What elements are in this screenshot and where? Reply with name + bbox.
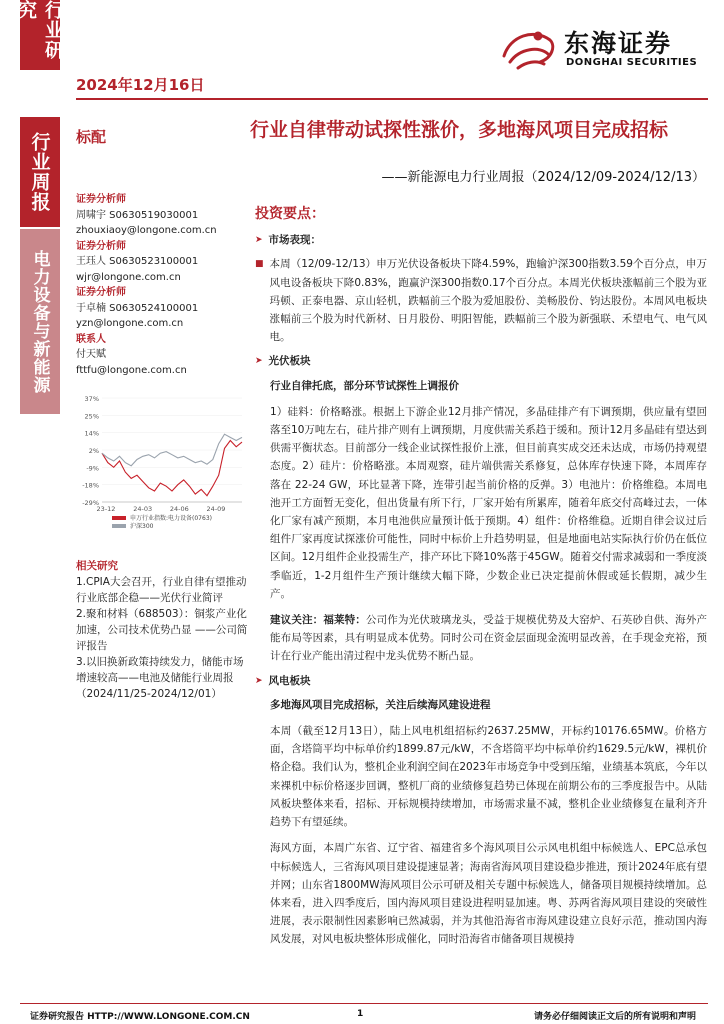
- sidebar-tab-industry-research: 行业研究: [20, 0, 60, 70]
- pv-subheading: 行业自律托底，部分环节试探性上调报价: [270, 379, 459, 392]
- index-performance-chart: [76, 392, 246, 542]
- page-number: 1: [357, 1009, 364, 1019]
- investment-highlights-heading: 投资要点：: [255, 206, 325, 222]
- analyst-entry: [76, 192, 246, 239]
- sidebar-tab-sector: 电力设备与新能源: [20, 229, 60, 414]
- contact-name: 付天赋: [76, 349, 106, 360]
- report-date: 2024年12月16日: [76, 76, 205, 94]
- related-research-item[interactable]: 2.聚和材料（688503）：铜浆产业化加速，公司技术优势凸显 ——公司简评报告: [76, 608, 248, 652]
- main-content: [255, 205, 707, 949]
- analyst-name: 王珏人 S0630523100001: [76, 256, 199, 267]
- analyst-entry: [76, 239, 246, 286]
- contact-role: 联系人: [76, 333, 106, 345]
- related-research-item[interactable]: 1.CPIA大会召开，行业自律有望推动行业底部企稳——光伏行业简评: [76, 576, 247, 604]
- market-performance-label: 市场表现：: [268, 234, 322, 247]
- legend-label: 沪深300: [130, 523, 154, 530]
- series-line-1: [102, 441, 242, 496]
- analyst-entry: [76, 285, 246, 332]
- footer-disclaimer: 请务必仔细阅读正文后的所有说明和声明: [533, 1012, 696, 1022]
- x-tick-label: 24-03: [133, 505, 153, 513]
- pv-suggestion: [270, 611, 707, 666]
- y-tick-label: -9%: [86, 464, 99, 473]
- y-tick-label: 14%: [84, 429, 99, 438]
- pv-suggestion-label: 建议关注：: [270, 614, 324, 627]
- legend-swatch: [112, 516, 126, 520]
- pv-section-label: 光伏板块: [268, 355, 311, 368]
- analyst-list: [76, 192, 246, 378]
- y-tick-label: 37%: [84, 395, 99, 403]
- y-tick-label: 2%: [88, 447, 99, 455]
- analyst-email[interactable]: wjr@longone.com.cn: [76, 271, 181, 283]
- wind-body-text-2: 海风方面，本周广东省、辽宁省、福建省多个海风项目公示风电机组中标候选人、EPC总承包中标候选人，三省海风项目建设提速显著；海南省海风项目建设稳步推进，预计2024年底有望并网；山东省1800MW海风项目公示可研及相关专题中标候选人，储备项目规模持续增加。总体来看，进入四季度后，国内海风项目建设进程明显加速。粤、苏两省海风项目建设的突破性进展，表示限制性因素影响已然减弱，并为其他沿海省市海风建设建立良好示范，推动国内海风发展，对风电板块整体形成催化，同时沿海省市储备项目规模持: [270, 842, 707, 946]
- logo-english-name: DONGHAI SECURITIES: [566, 57, 698, 68]
- logo-chinese-name: 东海证券: [564, 29, 673, 58]
- bullet-square-icon: ■: [255, 259, 264, 270]
- wind-body-text-1: 本周（截至12月13日），陆上风电机组招标约2637.25MW，开标约10176.65MW。价格方面，含塔筒平均中标单价约1899.87元/kW，不含塔筒平均中标单价约1629.5元/kW，裸机价格企稳。我们认为，整机企业利润空间在2023年市场竞争中受到压缩，业绩基本筑底，今年以来裸机中标价格逐步回调，整机厂商的业绩修复趋势已体现在前期公布的三季度报告中。从陆风板块整体来看，招标、开标规模持续增加，市场需求量不减，整机企业业绩修复在量利齐升趋势下有望延续。: [270, 725, 707, 829]
- x-tick-label: 24-09: [206, 505, 226, 513]
- report-title: 行业自律带动试探性涨价，多地海风项目完成招标: [250, 119, 669, 141]
- y-tick-label: 25%: [84, 412, 99, 421]
- wind-section-label: 风电板块: [268, 674, 311, 687]
- arrow-right-icon: ➤: [255, 235, 263, 246]
- analyst-name: 周啸宇 S0630519030001: [76, 209, 199, 221]
- market-performance-text: 本周（12/09-12/13）申万光伏设备板块下降4.59%，跑输沪深300指数3.59个百分点，申万风电设备板块下降0.83%，跑赢沪深300指数0.17个百分点。本周光伏板块涨幅前三个股为亚玛顿、正泰电器、京山轻机，跌幅前三个股为爱旭股份、美畅股份、钧达股份。本周风电板块涨幅前三个股为时代新材、日月股份、明阳智能，跌幅前三个股为新强联、禾望电气、电气风电。: [269, 258, 707, 344]
- report-subtitle: ——新能源电力行业周报（2024/12/09-2024/12/13）: [381, 170, 705, 185]
- sidebar-tab-weekly: 行业周报: [20, 117, 60, 227]
- y-tick-label: -29%: [82, 499, 99, 507]
- wind-subheading: 多地海风项目完成招标，关注后续海风建设进程: [270, 698, 491, 711]
- contact-email[interactable]: fttfu@longone.com.cn: [76, 364, 187, 376]
- wind-section-heading: [255, 672, 707, 690]
- market-performance-heading: [255, 231, 707, 249]
- market-performance-bullet: [255, 255, 707, 346]
- related-research-heading: 相关研究: [76, 560, 118, 572]
- footer-website[interactable]: 证券研究报告 HTTP://WWW.LONGONE.COM.CN: [30, 1012, 250, 1022]
- arrow-right-icon: ➤: [255, 356, 263, 367]
- y-tick-label: -18%: [82, 481, 99, 490]
- analyst-role: 证券分析师: [76, 240, 126, 252]
- analyst-role: 证券分析师: [76, 194, 126, 205]
- pv-body-text: 1）硅料：价格略涨。根据上下游企业12月排产情况，多晶硅排产有下调预期，供应量有望回落至10万吨左右，硅片排产则有上调预期，月度供需关系趋于缓和。预计12月多晶硅有望达到供需平衡状态。目前部分一线企业试探性报价上涨，但目前真实成交还未达成，市场仍持观望态度。2）硅片：价格略涨。本周观察，硅片端供需关系修复，总体库存快速下降，本周库存落在 22-24 GW，环比显著下降，连带引起当前价格的反弹。3）电池片：价格维稳。本周电池开工方面暂无变化，但出货量有所下行，厂家开始有所累库，随着年底交付高峰过去，一体化厂家有减产预期，本月电池供应量预计低于预期。4）组件：价格维稳。近期自律会议过后组件厂家再度试探涨价可能性，同时中标价上升趋势明显，但是地面电站实际执行价仍在低位区间。12月组件企业投需生产，排产环比下降10%落于45GW。随着交付需求减弱和一季度淡季临近，1-2月组件生产预计继续大幅下降，少数企业已决定提前休假或延长假期，减少生产。: [270, 405, 707, 600]
- x-tick-label: 24-06: [169, 505, 189, 513]
- industry-rating: 标配: [76, 128, 107, 146]
- legend-label: 申万行业指数:电力设备(0763): [130, 515, 212, 522]
- x-tick-label: 23-12: [96, 505, 116, 513]
- header-divider: [76, 98, 708, 100]
- footer-divider: [20, 1003, 708, 1004]
- analyst-entry: [76, 332, 246, 379]
- legend-swatch: [112, 524, 126, 528]
- related-research: [76, 558, 254, 702]
- pv-section-heading: [255, 352, 707, 370]
- analyst-email[interactable]: zhouxiaoy@longone.com.cn: [76, 225, 217, 236]
- arrow-right-icon: ➤: [255, 675, 263, 686]
- pv-suggestion-text: 公司作为光伏玻璃龙头，受益于规模优势及大窑炉、石英砂自供、海外产能布局等因素，具有明显成本优势。同时公司在资金层面现金流明显改善，在手现金充裕，预计在行业产能出清过程中龙头优势不断凸显。: [270, 614, 708, 663]
- analyst-email[interactable]: yzn@longone.com.cn: [76, 318, 184, 329]
- analyst-role: 证券分析师: [76, 287, 126, 298]
- related-research-item[interactable]: 3.以旧换新政策持续发力，储能市场增速较高——电池及储能行业周报（2024/11/25-2024/12/01）: [76, 656, 244, 700]
- analyst-name: 于卓楠 S0630524100001: [76, 302, 199, 314]
- pv-suggestion-company: 福莱特：: [323, 614, 366, 627]
